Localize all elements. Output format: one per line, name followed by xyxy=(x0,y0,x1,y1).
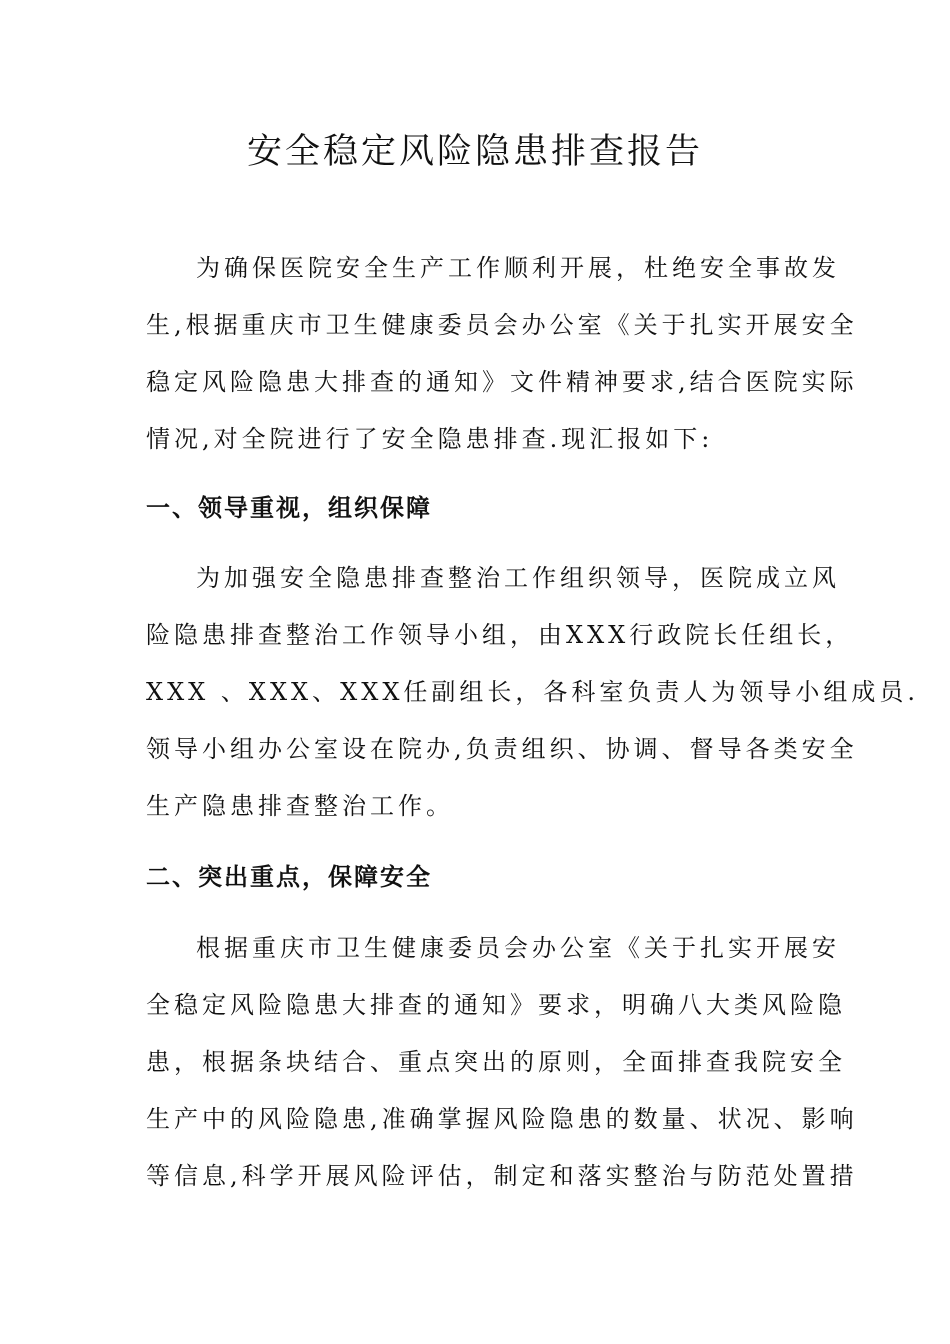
paragraph-3-line: 全稳定风险隐患大排查的通知》要求，明确八大类风险隐 xyxy=(146,991,846,1019)
section-heading-1: 一、领导重视，组织保障 xyxy=(146,494,432,522)
paragraph-1-line: 为确保医院安全生产工作顺利开展，杜绝安全事故发 xyxy=(196,254,840,282)
paragraph-2-line: 险隐患排查整治工作领导小组，由XXX行政院长任组长， xyxy=(146,621,854,649)
paragraph-2-line: 为加强安全隐患排查整治工作组织领导，医院成立风 xyxy=(196,564,840,592)
paragraph-3-line: 根据重庆市卫生健康委员会办公室《关于扎实开展安 xyxy=(196,934,840,962)
paragraph-3-line: 患，根据条块结合、重点突出的原则，全面排查我院安全 xyxy=(146,1048,846,1076)
paragraph-1-line: 稳定风险隐患大排查的通知》文件精神要求,结合医院实际 xyxy=(146,368,858,396)
paragraph-1-line: 情况,对全院进行了安全隐患排查.现汇报如下: xyxy=(146,425,714,453)
paragraph-2-line: 生产隐患排查整治工作。 xyxy=(146,792,454,820)
paragraph-2-line: XXX 、XXX、XXX任副组长，各科室负责人为领导小组成员. xyxy=(146,678,920,706)
paragraph-3-line: 生产中的风险隐患,准确掌握风险隐患的数量、状况、影响 xyxy=(146,1105,858,1133)
paragraph-1-line: 生,根据重庆市卫生健康委员会办公室《关于扎实开展安全 xyxy=(146,311,858,339)
section-heading-2: 二、突出重点，保障安全 xyxy=(146,863,432,891)
document-title: 安全稳定风险隐患排查报告 xyxy=(246,132,703,172)
paragraph-3-line: 等信息,科学开展风险评估，制定和落实整治与防范处置措 xyxy=(146,1162,858,1190)
paragraph-2-line: 领导小组办公室设在院办,负责组织、协调、督导各类安全 xyxy=(146,735,858,763)
